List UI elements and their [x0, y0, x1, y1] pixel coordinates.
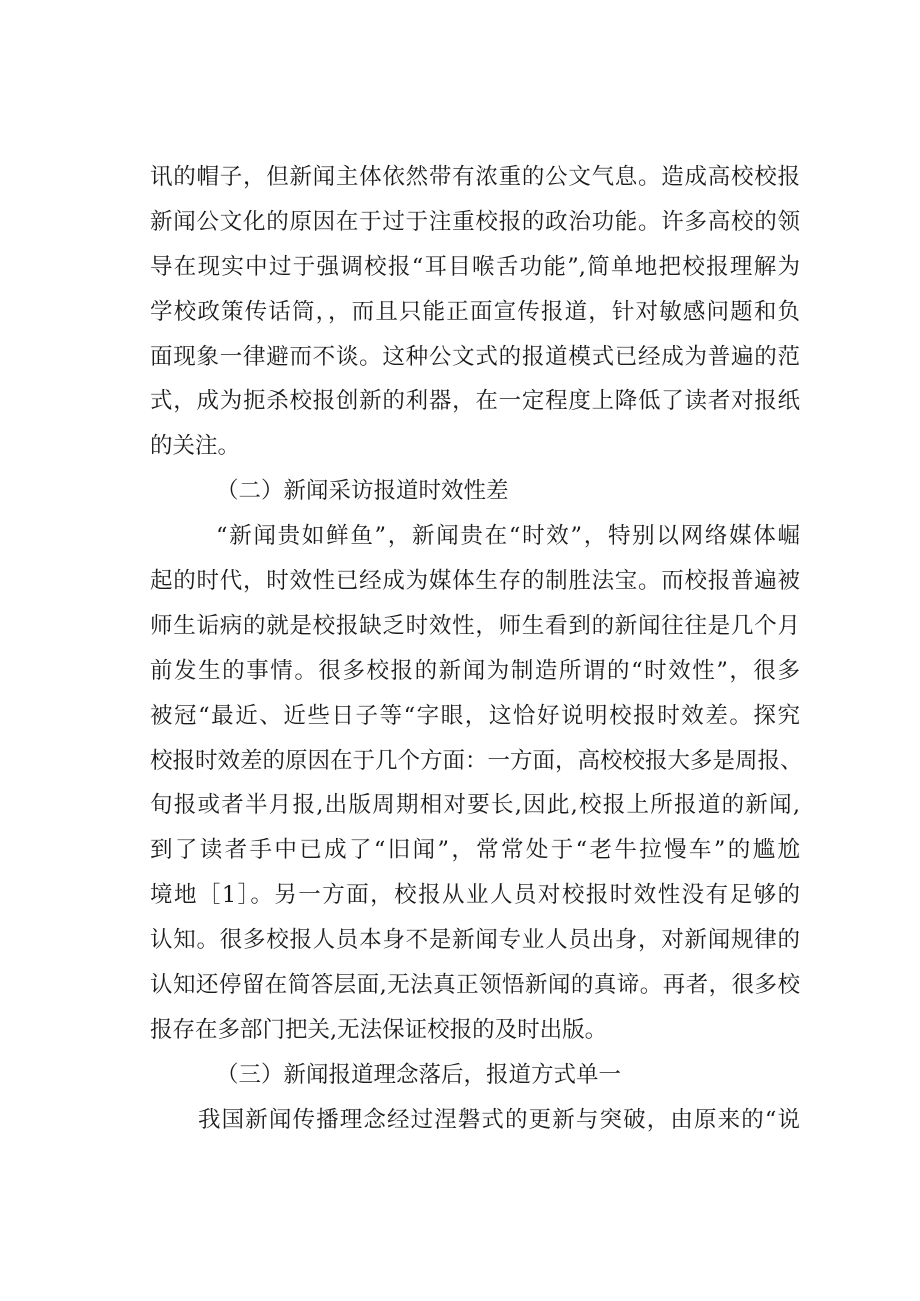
paragraph-line: 式，成为扼杀校报创新的利器，在一定程度上降低了读者对报纸: [150, 388, 800, 415]
paragraph-line: 师生诟病的就是校报缺乏时效性，师生看到的新闻往往是几个月: [150, 612, 800, 639]
paragraph-line: 到了读者手中已成了“旧闻”，常常处于“老牛拉慢车”的尴尬: [150, 837, 800, 864]
paragraph-line: 学校政策传话筒，，而且只能正面宣传报道，针对敏感问题和负: [150, 298, 800, 325]
paragraph-line: 认知还停留在简答层面,无法真正领悟新闻的真谛。再者，很多校: [150, 972, 800, 999]
paragraph-line: 前发生的事情。很多校报的新闻为制造所谓的“时效性”，很多: [150, 657, 800, 684]
paragraph-line: 旬报或者半月报,出版周期相对要长,因此,校报上所报道的新闻,: [150, 792, 800, 819]
paragraph-line: 讯的帽子，但新闻主体依然带有浓重的公文气息。造成高校校报: [150, 164, 800, 190]
paragraph-line: 报存在多部门把关,无法保证校报的及时出版。: [150, 1016, 608, 1043]
paragraph-line: 面现象一律避而不谈。这种公文式的报道模式已经成为普遍的范: [150, 343, 800, 370]
paragraph-line: 起的时代，时效性已经成为媒体生存的制胜法宝。而校报普遍被: [150, 568, 800, 595]
paragraph-line: 校报时效差的原因在于几个方面：一方面，高校校报大多是周报、: [150, 747, 803, 774]
paragraph-line: 境地［1］。另一方面，校报从业人员对校报时效性没有足够的: [150, 882, 800, 909]
paragraph-line: “新闻贵如鲜鱼”，新闻贵在“时效”，特别以网络媒体崛: [216, 523, 800, 550]
paragraph-line: 导在现实中过于强调校报“耳目喉舌功能”,简单地把校报理解为: [150, 253, 800, 280]
section-heading: （二）新闻采访报道时效性差: [216, 478, 509, 505]
paragraph-line: 认知。很多校报人员本身不是新闻专业人员出身，对新闻规律的: [150, 927, 800, 954]
paragraph-line: 新闻公文化的原因在于过于注重校报的政治功能。许多高校的领: [150, 208, 800, 235]
paragraph-line: 我国新闻传播理念经过涅磐式的更新与突破，由原来的“说: [198, 1106, 800, 1133]
paragraph-line: 被冠“最近、近些日子等“字眼，这恰好说明校报时效差。探究: [150, 702, 800, 729]
section-heading: （三）新闻报道理念落后，报道方式单一: [216, 1061, 622, 1088]
body-text: [150, 155, 803, 1143]
paragraph-line: 的关注。: [150, 433, 241, 460]
